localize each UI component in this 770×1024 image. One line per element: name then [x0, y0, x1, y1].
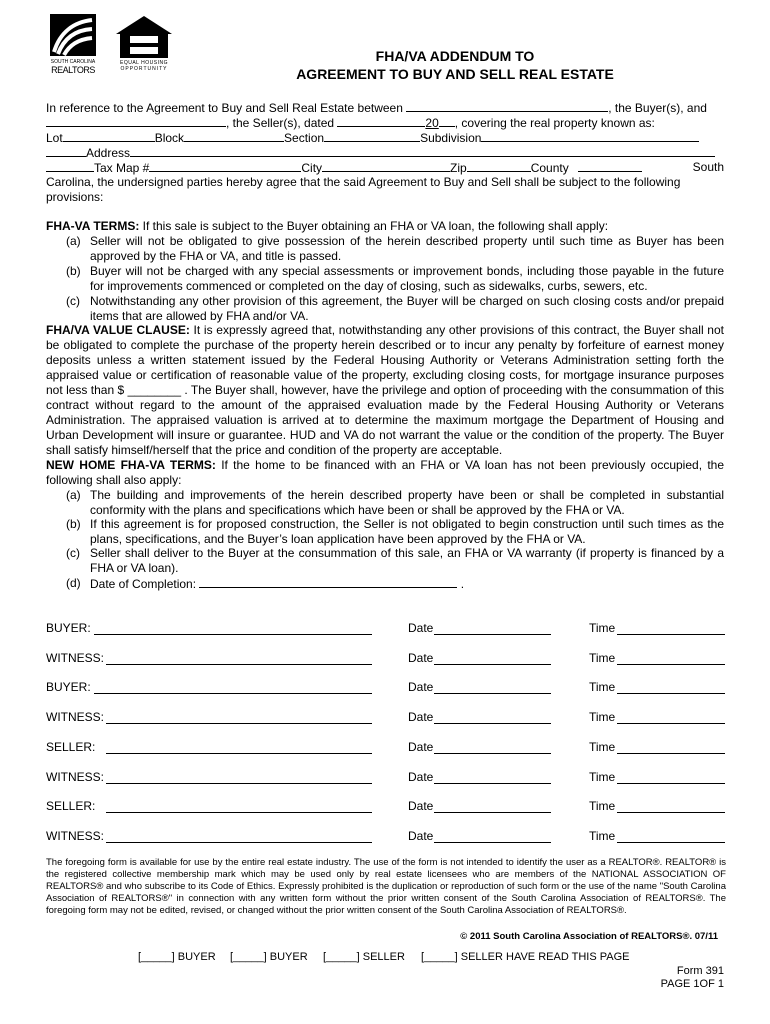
time-label: Time	[589, 650, 616, 665]
initials-seller-2[interactable]: [_____] SELLER HAVE READ THIS PAGE	[421, 951, 630, 963]
signature-label: WITNESS:	[46, 828, 105, 843]
county-field[interactable]	[578, 160, 642, 172]
address-field[interactable]	[130, 145, 715, 157]
block-field[interactable]	[184, 130, 284, 142]
time-field[interactable]	[617, 634, 725, 635]
signature-field[interactable]	[94, 634, 372, 635]
taxmap-label: Tax Map #	[94, 161, 150, 175]
date-label: Date	[408, 799, 434, 814]
date-field[interactable]	[434, 723, 551, 724]
scr-logo	[50, 14, 96, 78]
time-label: Time	[589, 710, 616, 725]
time-field[interactable]	[617, 723, 725, 724]
eho-text2: OPPORTUNITY	[120, 66, 168, 72]
time-field[interactable]	[617, 783, 725, 784]
new-home-item-a	[66, 488, 724, 518]
section-field[interactable]	[324, 130, 420, 142]
date-label: Date	[408, 828, 434, 843]
item-letter: (c)	[66, 294, 80, 308]
seller-name-field[interactable]	[46, 115, 226, 127]
fha-item-b	[66, 264, 724, 294]
date-label: Date	[408, 710, 434, 725]
item-letter: (c)	[66, 546, 80, 560]
completion-label: Date of Completion:	[90, 577, 197, 591]
time-label: Time	[589, 739, 616, 754]
initials-buyer-2[interactable]: [_____] BUYER	[230, 951, 308, 963]
signature-label: SELLER:	[46, 739, 96, 754]
lot-field[interactable]	[63, 130, 155, 142]
footer-disclaimer: The foregoing form is available for use by the entire real estate industry. The use of the form is not intended to identify the user as a REALTOR®. REALTOR® is the registered collective membership mark which may be used only by real estate licensees who are members of the NATIONAL ASSOCIATION OF REALTORS® and who subscribe to its Code of Ethics. Expressly prohibited is the duplication or reproduction of such form or the use of the name "South Carolina Association of REALTORS®" in connection with any written form without the prior written consent of the South Carolina Association of REALTORS®. The foregoing form may not be edited, revised, or changed without the prior written consent of the South Carolina Association of REALTORS®.	[46, 857, 726, 916]
signature-field[interactable]	[106, 753, 372, 754]
eho-text1: EQUAL HOUSING	[120, 60, 168, 66]
signature-label: BUYER:	[46, 621, 91, 635]
date-field[interactable]	[434, 753, 551, 754]
date-label: Date	[408, 739, 434, 754]
signature-field[interactable]	[106, 812, 372, 813]
signature-field[interactable]	[94, 693, 372, 694]
item-text: If this agreement is for proposed construction, the Seller is not obligated to begin construction until such times as the plans, specifications, and the Buyer’s loan application have been approved by the FHA or VA.	[90, 517, 724, 546]
time-field[interactable]	[617, 753, 725, 754]
date-field[interactable]	[434, 812, 551, 813]
time-label: Time	[589, 621, 616, 635]
signature-label: WITNESS:	[46, 769, 105, 784]
intro-covering-text: , covering the real property known as:	[454, 116, 655, 130]
intro-line-7: provisions:	[46, 190, 104, 204]
date-field[interactable]	[434, 842, 551, 843]
date-label: Date	[408, 769, 434, 784]
zip-field[interactable]	[467, 160, 531, 172]
time-field[interactable]	[617, 664, 725, 665]
new-home-lead	[46, 458, 724, 488]
item-letter: (d)	[66, 576, 81, 590]
initials-buyer-1[interactable]: [_____] BUYER	[138, 951, 216, 963]
subdivision-field[interactable]	[481, 130, 699, 142]
time-label: Time	[589, 680, 616, 695]
taxmap-field[interactable]	[149, 160, 301, 172]
item-letter: (b)	[66, 264, 81, 278]
fha-terms-heading-line	[46, 219, 724, 234]
fha-terms-lead: If this sale is subject to the Buyer obtaining an FHA or VA loan, the following shall apply:	[142, 219, 609, 233]
county-label: County	[530, 161, 569, 175]
intro-sellers-text: , the Seller(s), dated	[226, 116, 335, 130]
signature-label: WITNESS:	[46, 710, 105, 725]
signature-field[interactable]	[106, 723, 372, 724]
new-home-lead-text: If the home to be financed with an FHA or VA loan has not been previously occupied, the following shall also apply:	[46, 458, 725, 487]
value-amount-field[interactable]: ________	[127, 383, 181, 397]
time-field[interactable]	[617, 842, 725, 843]
intro-line-4	[46, 145, 724, 161]
date-field[interactable]	[434, 634, 551, 635]
intro-line-1	[46, 100, 724, 116]
time-label: Time	[589, 769, 616, 784]
completion-end: .	[460, 577, 465, 591]
fha-terms-heading: FHA-VA TERMS:	[46, 219, 140, 233]
item-letter: (a)	[66, 234, 81, 248]
new-home-heading: NEW HOME FHA-VA TERMS:	[46, 458, 216, 472]
time-label: Time	[589, 799, 616, 814]
item-text: Notwithstanding any other provision of this agreement, the Buyer will be charged on such closing costs and/or prepaid items that are allowed by FHA and/or VA.	[90, 294, 724, 323]
date-field[interactable]	[434, 783, 551, 784]
date-label: Date	[408, 650, 434, 665]
time-field[interactable]	[617, 693, 725, 694]
signature-label: SELLER:	[46, 799, 96, 814]
intro-line-5	[46, 160, 724, 176]
time-label: Time	[589, 828, 616, 843]
signature-field[interactable]	[106, 783, 372, 784]
value-clause-text1: It is expressly agreed that, notwithstanding any other provisions of this contract, the Buyer shall not be obligated to complete the purchase of the property herein described or to incur any penalty by forfeiture of earnest money deposits unless a written statement issued by the Federal Housing Authority or Veterans Administration setting forth the appraised value or certification of reasonable value of the property, excluding closing costs, for mortgage insurance purposes not less than $	[46, 323, 724, 397]
intro-buyers-text: , the Buyer(s), and	[608, 101, 707, 115]
fha-item-a	[66, 234, 724, 264]
item-text: Buyer will not be charged with any special assessments or improvement bonds, including those payable in the future for improvements commenced or completed on the day of closing, such as sidewalks, curbs, sewers, etc.	[90, 264, 724, 293]
item-letter: (b)	[66, 517, 81, 531]
item-text	[90, 576, 724, 592]
zip-label: Zip	[450, 161, 467, 175]
item-text: Seller shall deliver to the Buyer at the consummation of this sale, an FHA or VA warranty (if property is financed by a FHA or VA loan).	[90, 546, 724, 575]
signature-label: BUYER:	[46, 680, 91, 695]
page-title-line1: FHA/VA ADDENDUM TO	[375, 48, 535, 64]
date-label: Date	[408, 680, 434, 695]
equal-housing-house-icon	[112, 14, 176, 60]
scr-logo-text1: SOUTH CAROLINA	[50, 59, 96, 65]
lot-label: Lot	[46, 131, 63, 145]
initials-seller-1[interactable]: [_____] SELLER	[323, 951, 405, 963]
city-field[interactable]	[322, 160, 450, 172]
form-number: Form 391	[676, 965, 724, 977]
signature-field[interactable]	[106, 842, 372, 843]
fha-item-c	[66, 294, 724, 324]
footer-copyright: © 2011 South Carolina Association of REALTORS®. 07/11	[460, 931, 718, 942]
realtors-logo-icon	[50, 14, 96, 56]
signature-label: WITNESS:	[46, 650, 105, 665]
intro-line-2	[46, 115, 724, 131]
scr-logo-text2: REALTORS	[51, 65, 95, 75]
year-prefix: 20	[425, 116, 439, 130]
eho-logo	[112, 14, 176, 76]
address-prefix-field[interactable]	[46, 145, 86, 157]
time-field[interactable]	[617, 812, 725, 813]
buyer-name-field[interactable]	[406, 100, 608, 112]
subdivision-label: Subdivision	[420, 131, 482, 145]
address-label: Address	[86, 146, 131, 160]
completion-date-field[interactable]	[199, 576, 457, 588]
value-clause	[46, 323, 724, 458]
new-home-item-b	[66, 517, 724, 547]
intro-between-text: In reference to the Agreement to Buy and Sell Real Estate between	[46, 101, 403, 115]
dated-field[interactable]	[337, 115, 425, 127]
new-home-item-d	[66, 576, 724, 592]
intro-line-6: Carolina, the undersigned parties hereby agree that the said Agreement to Buy and Sell shall be subject to the following	[46, 175, 681, 189]
date-field[interactable]	[434, 693, 551, 694]
page-number: PAGE 1OF 1	[660, 978, 724, 990]
south-text: South	[692, 160, 724, 174]
intro-line-3	[46, 130, 724, 146]
date-label: Date	[408, 621, 434, 635]
value-clause-text2: . The Buyer shall, however, have the privilege and option of proceeding with the consummation of this contract without regard to the amount of the appraised evaluation made by the Federal Housing Authority or Veterans Administration. The appraised valuation is arrived at to determine the maximum mortgage the Department of Housing and Urban Development will insure or guarantee. HUD and VA do not warrant the value or the condition of the property. The Buyer shall satisfy himself/herself that the price and condition of the property are acceptable.	[46, 383, 724, 457]
item-text: Seller will not be obligated to give possession of the herein described property until such time as Buyer has been approved by the FHA or VA, and title is passed.	[90, 234, 724, 263]
new-home-item-c	[66, 546, 724, 576]
date-field[interactable]	[434, 664, 551, 665]
block-label: Block	[154, 131, 185, 145]
value-clause-heading: FHA/VA VALUE CLAUSE:	[46, 323, 190, 337]
year-field[interactable]	[439, 115, 455, 127]
item-letter: (a)	[66, 488, 81, 502]
item-text: The building and improvements of the herein described property have been or shall be completed in substantial conformity with the plans and specifications which have been or shall be approved by the FHA or VA.	[90, 488, 724, 517]
section-label: Section	[284, 131, 325, 145]
taxmap-prefix-field[interactable]	[46, 160, 94, 172]
page-title-line2: AGREEMENT TO BUY AND SELL REAL ESTATE	[296, 66, 614, 82]
city-label: City	[301, 161, 323, 175]
signature-field[interactable]	[106, 664, 372, 665]
